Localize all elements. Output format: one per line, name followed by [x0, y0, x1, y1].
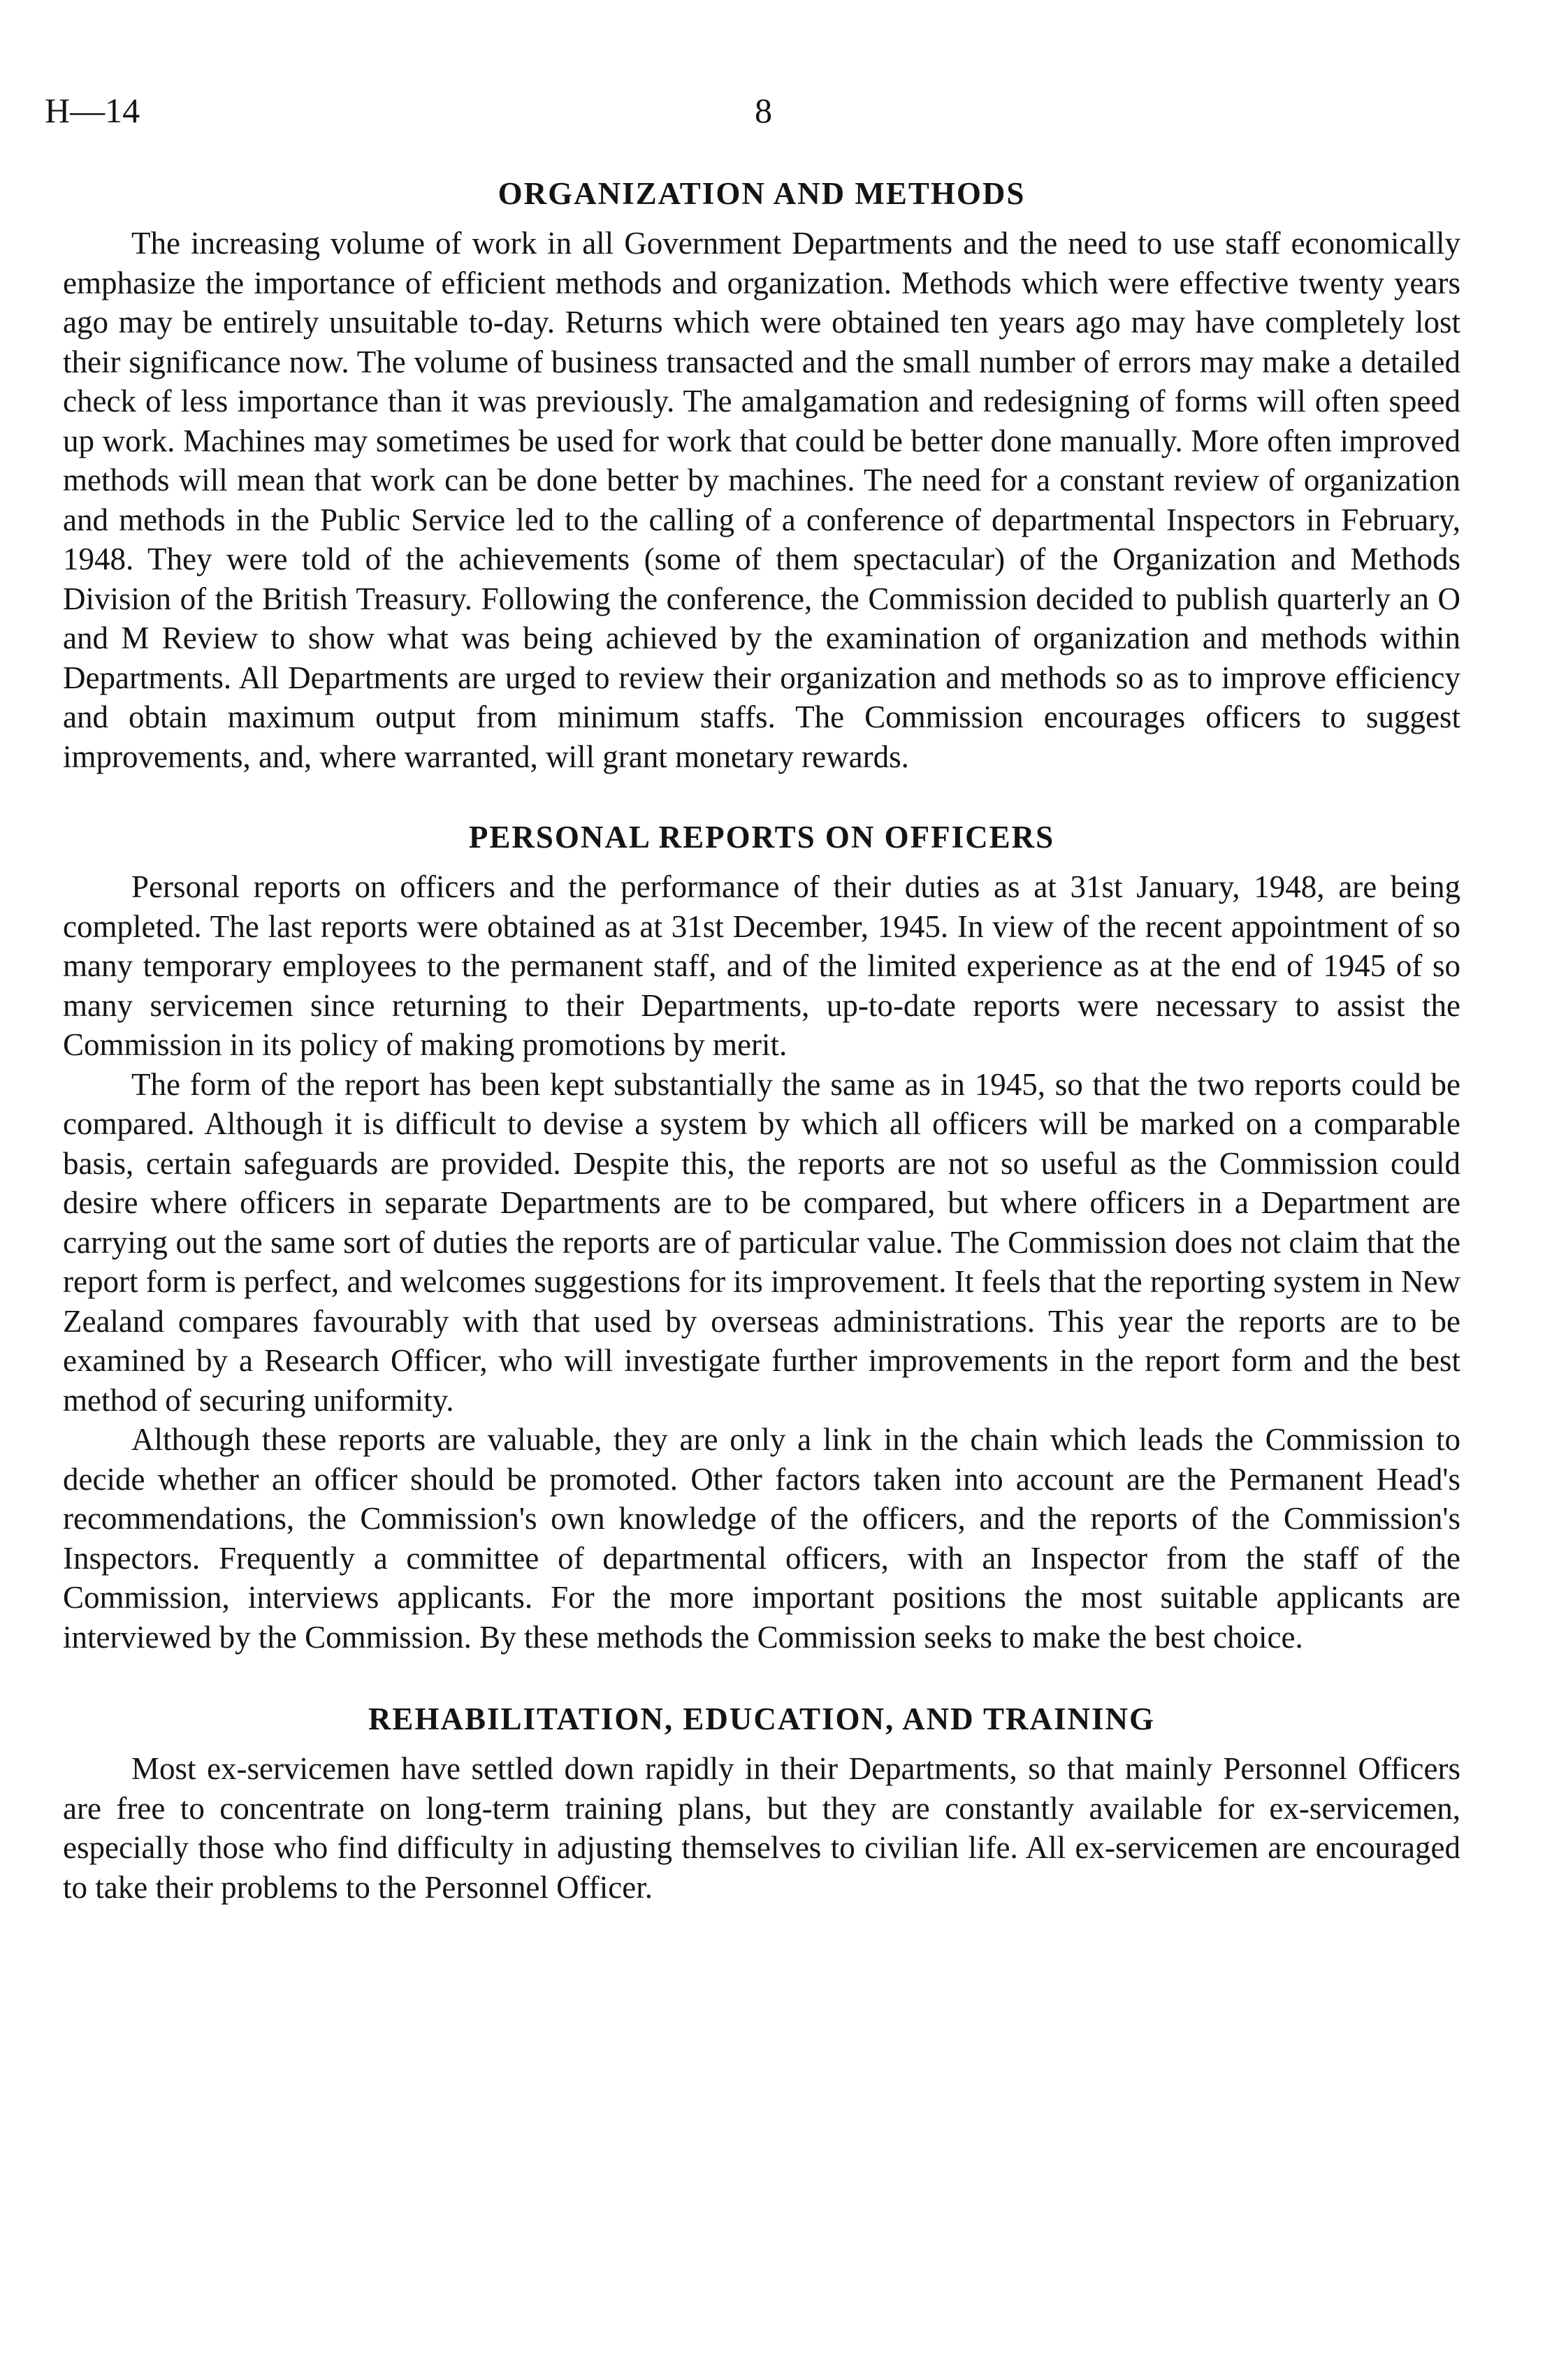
section-personal-reports-on-officers — [63, 817, 1460, 1657]
section-rehabilitation-education-training — [63, 1699, 1460, 1907]
paragraph: Most ex-servicemen have settled down rapidly in their Departments, so that mainly Personnel Officers are free to concentrate on long-term training plans, but they are constantly available for ex-servicemen, especially those who find difficulty in adjusting themselves to civilian life. All ex-servicemen are encouraged to take their problems to the Personnel Officer. — [63, 1751, 1460, 1905]
page-header — [45, 89, 1463, 131]
section-organization-and-methods — [63, 173, 1460, 776]
paragraph: Personal reports on officers and the performance of their duties as at 31st January, 1948, are being completed. The last reports were obtained as at 31st December, 1945. In view of the recent appointment of so many temporary employees to the permanent staff, and of the limited experience as at the end of 1945 of so many servicemen since returning to their Departments, up-to-date reports were necessary to assist the Commission in its policy of making promotions by merit. — [63, 869, 1460, 1062]
page-body — [63, 173, 1460, 1907]
paragraph: The increasing volume of work in all Government Departments and the need to use staff economically emphasize the importance of efficient methods and organization. Methods which were effective twenty years ago may be entirely unsuitable to-day. Returns which were obtained ten years ago may have completely lost their significance now. The volume of business transacted and the small number of errors may make a detailed check of less importance than it was previously. The amalgamation and redesigning of forms will often speed up work. Machines may sometimes be used for work that could be better done manually. More often improved methods will mean that work can be done better by machines. The need for a constant review of organization and methods in the Public Service led to the calling of a conference of departmental Inspectors in February, 1948. They were told of the achievements (some of them spectacular) of the Organization and Methods Division of the British Treasury. Following the conference, the Commission decided to publish quarterly an O and M Review to show what was being achieved by the examination of organization and methods within Departments. All Departments are urged to review their organization and methods so as to improve efficiency and obtain maximum output from minimum staffs. The Commission encourages officers to suggest improvements, and, where warranted, will grant monetary rewards. — [63, 226, 1460, 774]
section-heading: PERSONAL REPORTS ON OFFICERS — [468, 820, 1055, 855]
section-heading: ORGANIZATION AND METHODS — [498, 176, 1026, 211]
document-reference: H—14 — [45, 91, 140, 130]
paragraph: The form of the report has been kept substantially the same as in 1945, so that the two reports could be compared. Although it is difficult to devise a system by which all officers will be marked on a comparable basis, certain safeguards are provided. Despite this, the reports are not so useful as the Commission could desire where officers in separate Departments are to be compared, but where officers in a Department are carrying out the same sort of duties the reports are of particular value. The Commission does not claim that the report form is perfect, and welcomes suggestions for its improvement. It feels that the reporting system in New Zealand compares favourably with that used by overseas administrations. This year the reports are to be examined by a Research Officer, who will investigate further improvements in the report form and the best method of securing uniformity. — [63, 1066, 1460, 1418]
paragraph: Although these reports are valuable, they are only a link in the chain which leads the Commission to decide whether an officer should be promoted. Other factors taken into account are the Permanent Head's recommendations, the Commission's own knowledge of the officers, and the reports of the Commission's Inspectors. Frequently a committee of departmental officers, with an Inspector from the staff of the Commission, interviews applicants. For the more important positions the most suitable applicants are interviewed by the Commission. By these methods the Commission seeks to make the best choice. — [63, 1422, 1460, 1655]
section-heading: REHABILITATION, EDUCATION, AND TRAINING — [368, 1701, 1156, 1736]
page-number: 8 — [755, 91, 772, 130]
